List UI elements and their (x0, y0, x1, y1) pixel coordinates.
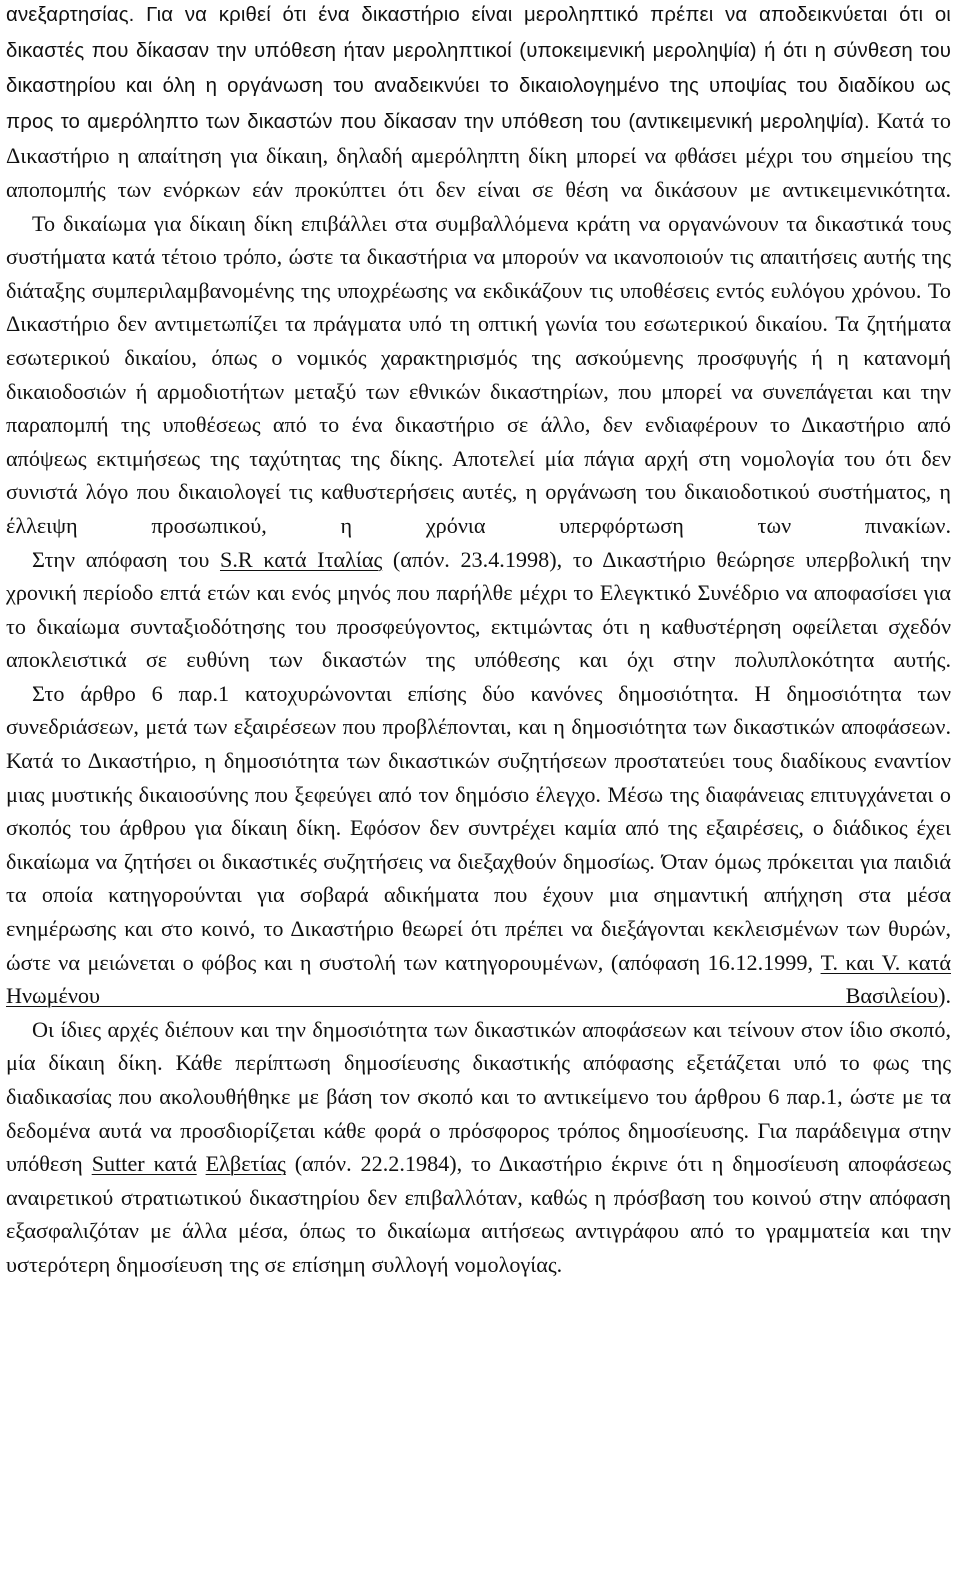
case-link-sutter[interactable]: Sutter κατά (91, 1151, 197, 1177)
paragraph-publication-of-judgments (6, 1013, 951, 1282)
paragraph-sr-v-italy-text-a: Στην απόφαση του (32, 546, 220, 572)
paragraph-impartiality (6, 0, 951, 207)
paragraph-sr-v-italy-text-b: (απόν. 23.4.1998), το Δικαστήριο θεώρησε υπερβολική την χρονική περίοδο επτά ετών και ενός μηνός που παρήλθε μέχρι το Ελεγκτικό Συνέδριο να αποφασίσει για το δικαίωμα συνταξιοδότησης του προσφεύγοντος, εκτιμώντας ότι η καθυστέρηση οφείλεται σχεδόν αποκλειστικά σε ευθύνη των δικαστών της υπόθεσης και όχι στην πολυπλοκότητα αυτής. (6, 546, 951, 673)
paragraph-publicity-text-a: Στο άρθρο 6 παρ.1 κατοχυρώνονται επίσης δύο κανόνες δημοσιότητα. Η δημοσιότητα των συνεδριάσεων, μετά των εξαιρέσεων που προβλέπονται, και η δημοσιότητα των δικαστικών αποφάσεων. Κατά το Δικαστήριο, η δημοσιότητα των δικαστικών συζητήσεων προστατεύει τους διαδίκους εναντίον μιας μυστικής δικαιοσύνης που ξεφεύγει από τον δημόσιο έλεγχο. Μέσω της διαφάνειας επιτυγχάνεται ο σκοπός του άρθρου για δίκαιη δίκη. Εφόσον δεν συντρέχει καμία από της εξαιρέσεις, ο διάδικος έχει δικαίωμα να ζητήσει οι δικαστικές συζητήσεις να διεξαχθούν δημοσίως. Όταν όμως πρόκειται για παιδιά τα οποία κατηγορούνται για σοβαρά αδικήματα που έχουν μια σημαντική απήχηση στα μέσα ενημέρωσης και στο κοινό, το Δικαστήριο θεωρεί ότι πρέπει να διεξάγονται κεκλεισμένων των θυρών, ώστε να μειώνεται ο φόβος και η συστολή των κατηγορουμένων, (απόφαση 16.12.1999, (6, 680, 951, 975)
paragraph-reasonable-time (6, 207, 951, 543)
case-link-t-and-v-v-uk[interactable]: T. και V. κατά Ηνωμένου Βασιλείου (6, 949, 951, 1009)
paragraph-publication-text-b: (απόν. 22.2.1984), το Δικαστήριο έκρινε ότι η δημοσίευση αποφάσεως αναιρετικού στρατιωτικού δικαστηρίου δεν επιβαλλόταν, καθώς η πρόσβαση του κοινού στην απόφαση εξασφαλιζόταν με άλλα μέσα, όπως το δικαίωμα αιτήσεως αντιγράφου από το γραμματεία και την υστερότερη δημοσίευση της σε επίσημη συλλογή νομολογίας. (6, 1151, 951, 1277)
paragraph-publication-text-a: Οι ίδιες αρχές διέπουν και την δημοσιότητα των δικαστικών αποφάσεων και τείνουν στον ίδιο σκοπό, μία δίκαιη δίκη. Κάθε περίπτωση δημοσίευσης δικαστικής απόφασης εξετάζεται υπό το φως της διαδικασίας που ακολουθήθηκε με βάση τον σκοπό και το αντικείμενο του άρθρου 6 παρ.1, ώστε με τα δεδομένα αυτά να προσδιορίζεται κάθε φορά ο πρόσφορος τρόπος δημοσίευσης. Για παράδειγμα στην υπόθεση (6, 1016, 951, 1177)
paragraph-sr-v-italy (6, 543, 951, 677)
document-body (6, 0, 951, 1282)
case-link-switzerland[interactable]: Ελβετίας (205, 1151, 286, 1177)
paragraph-publication-space (197, 1151, 206, 1176)
paragraph-publicity (6, 677, 951, 1013)
paragraph-impartiality-sans-text: ανεξαρτησίας. Για να κριθεί ότι ένα δικαστήριο είναι μεροληπτικό πρέπει να αποδεικνύεται ότι οι δικαστές που δίκασαν την υπόθεση ήταν μεροληπτικοί (υποκειμενική μεροληψία) ή ότι η σύνθεση του δικαστηρίου και όλη η οργάνωση του αναδεικνύει το δικαιολογημένο της υποψίας του διαδίκου ως προς το αμερόληπτο των δικαστών που δίκασαν την υπόθεση του (αντικειμενική μεροληψία). (6, 4, 951, 133)
case-link-sr-v-italy[interactable]: S.R κατά Ιταλίας (219, 546, 383, 572)
paragraph-impartiality-serif-text: Κατά το Δικαστήριο η απαίτηση για δίκαιη, δηλαδή αμερόληπτη δίκη μπορεί να φθάσει μέχρι του σημείου της αποπομπής των ενόρκων εάν προκύπτει ότι δεν είναι σε θέση να δικάσουν με αντικειμενικότητα. (6, 107, 951, 202)
paragraph-publicity-text-b: ). (938, 983, 951, 1009)
paragraph-reasonable-time-text: Το δικαίωμα για δίκαιη δίκη επιβάλλει στα συμβαλλόμενα κράτη να οργανώνουν τα δικαστικά τους συστήματα κατά τέτοιο τρόπο, ώστε τα δικαστήρια να μπορούν να ικανοποιούν τις απαιτήσεις αυτής της διάταξης συμπεριλαμβανομένης της υποχρέωσης να εκδικάζουν τις υποθέσεις εντός ευλόγου χρόνου. Το Δικαστήριο δεν αντιμετωπίζει τα πράγματα υπό τη οπτική γωνία του εσωτερικού δικαίου. Τα ζητήματα εσωτερικού δικαίου, όπως ο νομικός χαρακτηρισμός της ασκούμενης προσφυγής ή η κατανομή δικαιοδοσιών ή αρμοδιοτήτων μεταξύ των εθνικών δικαστηρίων, που μπορεί να συνεπάγεται και την παραπομπή της υποθέσεως από το ένα δικαστήριο σε άλλο, δεν ενδιαφέρουν το Δικαστήριο από απόψεως εκτιμήσεως της ταχύτητας της δίκης. Αποτελεί μία πάγια αρχή στη νομολογία του ότι δεν συνιστά λόγο που δικαιολογεί τις καθυστερήσεις αυτές, η οργάνωση του δικαιοδοτικού συστήματος, η έλλειψη προσωπικού, η χρόνια υπερφόρτωση των πινακίων. (6, 210, 951, 538)
